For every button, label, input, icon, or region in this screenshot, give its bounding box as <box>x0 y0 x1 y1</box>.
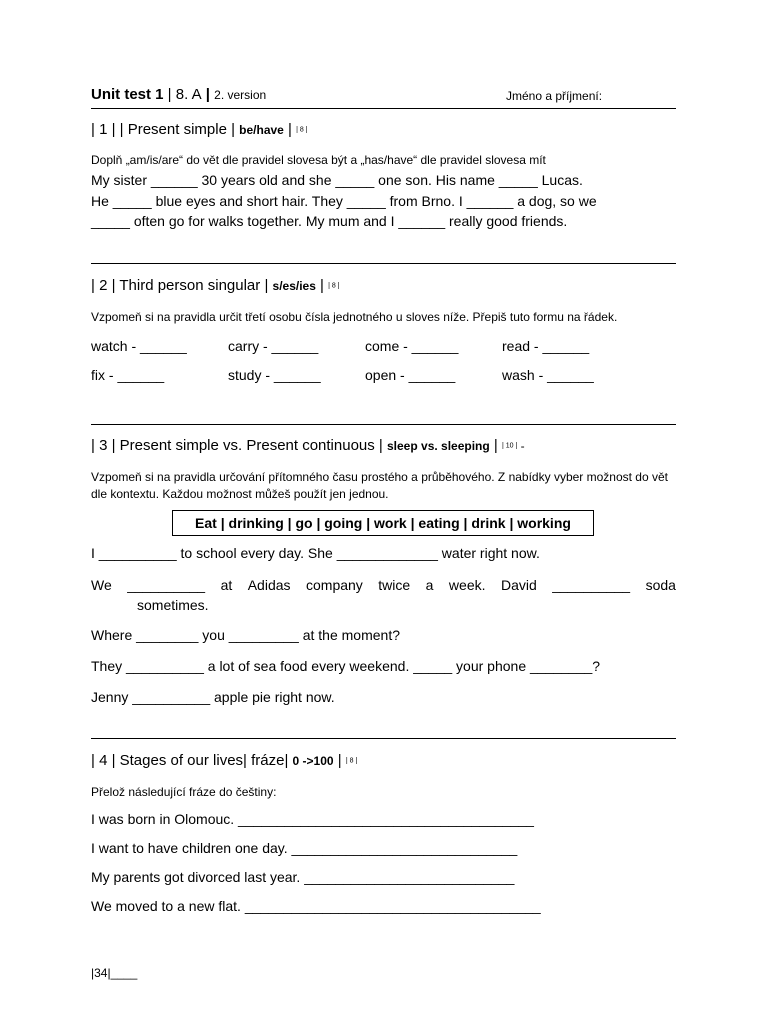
section4-instruction: Přelož následující fráze do češtiny: <box>91 785 277 799</box>
section3-points: | 10 | <box>501 442 518 450</box>
section3-line-justified: We __________ at Adidas company twice a week. David __________ soda <box>91 577 676 593</box>
section3-line: Jenny __________ apple pie right now. <box>91 689 335 705</box>
section3-instruction: Vzpomeň si na pravidla určování přítomného času prostého a průběhového. Z nabídky vyber možnost do vět dle kontextu. Každou možnost můžeš použít jen jednou. <box>91 470 668 501</box>
version-label: 2. version <box>214 88 267 102</box>
section2-instruction: Vzpomeň si na pravidla určit třetí osobu čísla jednotného u sloves níže. Přepiš tuto formu na řádek. <box>91 310 618 324</box>
section4-line: I was born in Olomouc. ______________________________________ <box>91 811 534 827</box>
verb-item: read - ______ <box>502 338 590 354</box>
section3-line: sometimes. <box>137 597 209 613</box>
section3-line: Where ________ you _________ at the moment? <box>91 627 401 643</box>
section4-line: I want to have children one day. _____________________________ <box>91 840 518 856</box>
section-divider <box>91 424 676 425</box>
verb-item: study - ______ <box>228 367 321 383</box>
section4-points: | 8 | <box>345 757 358 765</box>
section-divider <box>91 738 676 739</box>
verb-item: fix - ______ <box>91 367 165 383</box>
section4-line: We moved to a new flat. ______________________________________ <box>91 898 541 914</box>
section4-line: My parents got divorced last year. ___________________________ <box>91 869 515 885</box>
section-divider <box>91 263 676 264</box>
verb-item: open - ______ <box>365 367 456 383</box>
class-label: 8. A <box>175 86 202 103</box>
section1-points: | 8 | <box>296 126 308 134</box>
section1-line: He _____ blue eyes and short hair. They _____ from Brno. I ______ a dog, so we <box>91 193 597 209</box>
test-header <box>91 86 676 109</box>
section1-title: | 1 | | Present simple | be/have | | 8 | <box>91 121 308 138</box>
section2-points: | 8 | <box>328 282 340 290</box>
total-score: |34|____ <box>91 966 138 980</box>
verb-item: come - ______ <box>365 338 459 354</box>
verb-item: carry - ______ <box>228 338 319 354</box>
verb-item: watch - ______ <box>91 338 187 354</box>
section1-line: _____ often go for walks together. My mum and I ______ really good friends. <box>91 213 568 229</box>
section1-line: My sister ______ 30 years old and she _____ one son. His name _____ Lucas. <box>91 172 583 188</box>
test-title: Unit test 1 | 8. A | 2. version <box>91 86 267 103</box>
section3-line: They __________ a lot of sea food every weekend. _____ your phone ________? <box>91 658 601 674</box>
verb-item: wash - ______ <box>502 367 594 383</box>
section2-title: | 2 | Third person singular | s/es/ies | | 8 | <box>91 277 340 294</box>
section3-line: I __________ to school every day. She _____________ water right now. <box>91 545 540 561</box>
section3-title: | 3 | Present simple vs. Present continuous | sleep vs. sleeping | | 10 | - <box>91 437 525 454</box>
section1-instruction: Doplň „am/is/are“ do vět dle pravidel slovesa být a „has/have“ dle pravidel slovesa mít <box>91 153 546 167</box>
section4-title: | 4 | Stages of our lives| fráze| 0 ->100 | | 8 | <box>91 752 358 769</box>
name-label: Jméno a příjmení: <box>506 89 603 103</box>
word-bank-box: Eat | drinking | go | going | work | eating | drink | working <box>172 510 594 536</box>
